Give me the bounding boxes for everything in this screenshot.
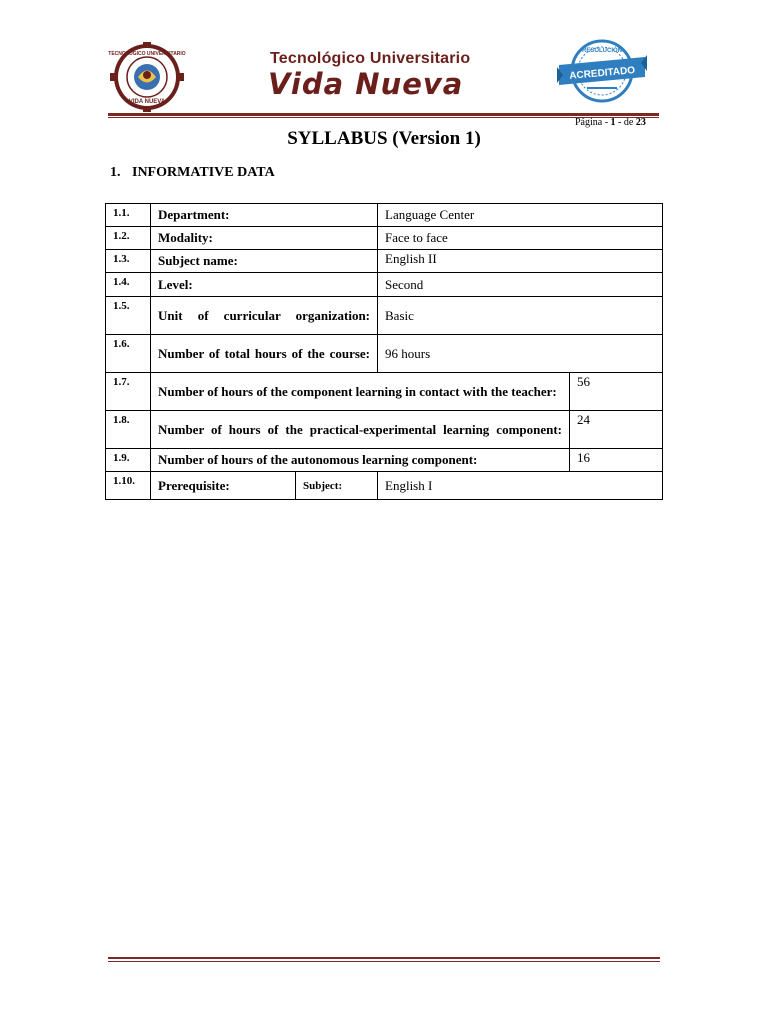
row-label: Number of hours of the component learning in contact with the teacher: xyxy=(151,373,570,411)
footer-rule-thin xyxy=(108,961,660,962)
informative-data-table xyxy=(105,203,663,500)
row-value: Language Center xyxy=(378,204,663,227)
row-label: Level: xyxy=(151,273,378,297)
row-value: 56 xyxy=(570,373,663,411)
row-label: Number of total hours of the course: xyxy=(151,335,378,373)
row-value: 24 xyxy=(570,411,663,449)
row-label: Number of hours of the autonomous learning component: xyxy=(151,449,570,472)
seal-banner-text: ACREDITADO xyxy=(568,65,636,82)
row-value: Basic xyxy=(378,297,663,335)
table-row xyxy=(106,273,663,297)
row-number: 1.1. xyxy=(106,204,151,227)
row-number: 1.7. xyxy=(106,373,151,411)
page-total: 23 xyxy=(635,117,646,128)
row-number: 1.9. xyxy=(106,449,151,472)
row-label: Prerequisite: xyxy=(151,472,296,500)
page-current: 1 xyxy=(610,117,616,128)
row-value: 16 xyxy=(570,449,663,472)
table-row xyxy=(106,449,663,472)
institution-logo xyxy=(108,42,186,112)
table-row xyxy=(106,335,663,373)
row-value: 96 hours xyxy=(378,335,663,373)
table-row xyxy=(106,297,663,335)
row-value: Face to face xyxy=(378,227,663,250)
row-label: Subject name: xyxy=(151,250,378,273)
row-number: 1.10. xyxy=(106,472,151,500)
table-row xyxy=(106,411,663,449)
logo-ring-top-text: TECNOLÓGICO UNIVERSITARIO xyxy=(108,51,186,57)
row-number: 1.8. xyxy=(106,411,151,449)
row-label: Unit of curricular organization: xyxy=(151,297,378,335)
row-label: Modality: xyxy=(151,227,378,250)
table-row xyxy=(106,373,663,411)
document-title: SYLLABUS (Version 1) xyxy=(287,128,481,149)
logo-ring-bottom-text: VIDA NUEVA xyxy=(128,99,166,105)
table-row xyxy=(106,204,663,227)
header-rule xyxy=(108,113,659,116)
footer-rule xyxy=(108,957,660,959)
page-separator: - de xyxy=(618,117,634,128)
row-value: English II xyxy=(378,250,663,273)
row-number: 1.5. xyxy=(106,297,151,335)
seal-top-text: RESOLUCIÓN xyxy=(581,48,623,54)
page-number xyxy=(575,117,646,128)
row-number: 1.6. xyxy=(106,335,151,373)
table-row xyxy=(106,472,663,500)
section-title: INFORMATIVE DATA xyxy=(132,165,275,180)
row-value: English I xyxy=(378,472,663,500)
section-heading xyxy=(110,165,275,181)
brand-name-line2: Vida Nueva xyxy=(268,67,464,101)
section-number: 1. xyxy=(110,165,121,180)
row-label: Number of hours of the practical-experimental learning component: xyxy=(151,411,570,449)
row-number: 1.3. xyxy=(106,250,151,273)
row-sub-label: Subject: xyxy=(296,472,378,500)
table-row xyxy=(106,227,663,250)
row-number: 1.4. xyxy=(106,273,151,297)
accreditation-seal xyxy=(557,38,647,104)
row-number: 1.2. xyxy=(106,227,151,250)
table-row xyxy=(106,250,663,273)
brand-name-line1: Tecnológico Universitario xyxy=(270,50,471,67)
row-value: Second xyxy=(378,273,663,297)
row-label: Department: xyxy=(151,204,378,227)
page-label: Página - xyxy=(575,117,609,128)
